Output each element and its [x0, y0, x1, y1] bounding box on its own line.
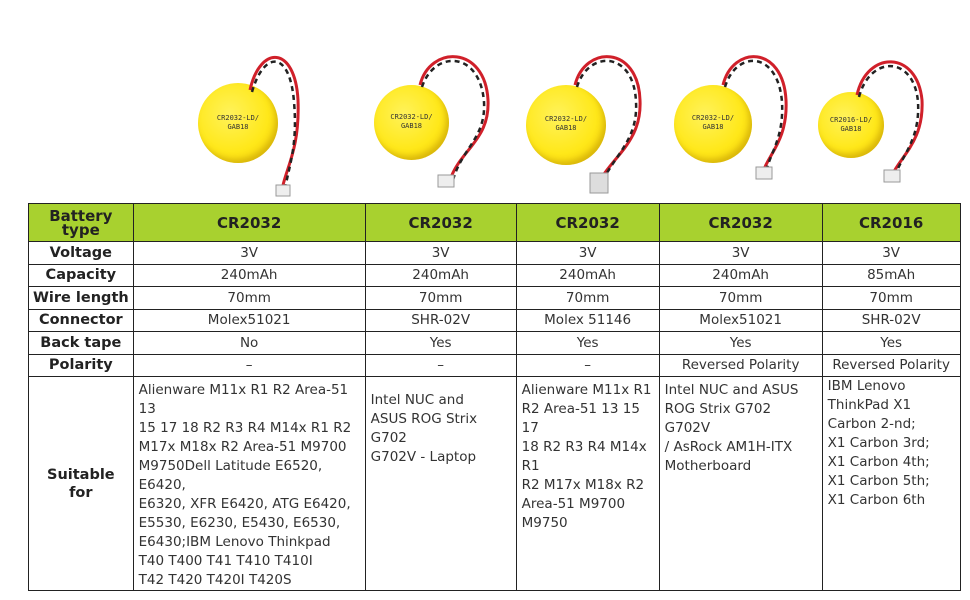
table-row-wire-length: [29, 287, 961, 310]
suitable-cell: [659, 377, 822, 591]
header-row: [29, 204, 961, 242]
coin-label: CR2032-LD/: [544, 115, 588, 123]
table-cell: Yes: [659, 332, 822, 355]
wire-icon: [520, 40, 650, 200]
table-cell: 3V: [133, 242, 365, 265]
table-cell: 240mAh: [516, 264, 659, 287]
suitable-line: Alienware M11x R1: [521, 382, 652, 398]
wire-icon: [190, 40, 310, 200]
table-cell: Reversed Polarity: [822, 354, 960, 377]
row-label-battery-type: Battery type: [29, 204, 134, 242]
suitable-line: Area-51 M9700: [521, 496, 626, 512]
battery-photo-3: [520, 40, 650, 200]
suitable-line: M17x M18x R2 Area-51 M9700: [138, 439, 347, 455]
table-cell: 70mm: [133, 287, 365, 310]
battery-type-cell: CR2032: [365, 204, 516, 242]
suitable-line: G702V - Laptop: [370, 449, 477, 465]
table-cell: 85mAh: [822, 264, 960, 287]
battery-photo-4: [668, 40, 798, 200]
suitable-line: Intel NUC and ASUS: [664, 382, 799, 398]
row-label: Back tape: [29, 332, 134, 355]
coin-label: CR2032-LD/: [390, 113, 433, 121]
battery-type-cell: CR2032: [659, 204, 822, 242]
suitable-line: R2 M17x M18x R2: [521, 477, 645, 493]
suitable-cell: [133, 377, 365, 591]
row-label: Polarity: [29, 354, 134, 377]
suitable-line: E6320, XFR E6420, ATG E6420,: [138, 496, 351, 512]
battery-photo-1: [190, 40, 310, 200]
table-cell: 240mAh: [659, 264, 822, 287]
table-cell: Yes: [516, 332, 659, 355]
suitable-line: ASUS ROG Strix G702: [370, 411, 478, 446]
table-cell: SHR-02V: [822, 309, 960, 332]
battery-photos: [0, 0, 970, 204]
suitable-line: E6430;IBM Lenovo Thinkpad: [138, 534, 331, 550]
suitable-line: X1 Carbon 6th: [827, 492, 926, 508]
table-cell: –: [365, 354, 516, 377]
suitable-line: ROG Strix G702 G702V: [664, 401, 772, 436]
spec-table: [28, 203, 961, 591]
row-label: Suitable for: [29, 377, 134, 591]
table-cell: Yes: [365, 332, 516, 355]
battery-type-cell: CR2032: [516, 204, 659, 242]
table-cell: Molex51021: [659, 309, 822, 332]
table-cell: 70mm: [659, 287, 822, 310]
suitable-line: T42 T420 T420I T420S: [138, 572, 292, 588]
table-row-capacity: [29, 264, 961, 287]
suitable-line: Carbon 2-nd;: [827, 416, 916, 432]
table-cell: No: [133, 332, 365, 355]
table-cell: 3V: [516, 242, 659, 265]
suitable-line: 18 R2 R3 R4 M14x R1: [521, 439, 647, 474]
suitable-line: IBM Lenovo: [827, 378, 906, 394]
suitable-cell: [365, 377, 516, 591]
suitable-line: / AsRock AM1H-ITX: [664, 439, 793, 455]
table-cell: 3V: [822, 242, 960, 265]
battery-type-cell: CR2032: [133, 204, 365, 242]
battery-type-cell: CR2016: [822, 204, 960, 242]
battery-photo-2: [370, 40, 500, 200]
table-cell: Reversed Polarity: [659, 354, 822, 377]
row-label: Wire length: [29, 287, 134, 310]
coin-label: CR2016-LD/: [829, 116, 873, 124]
wire-icon: [370, 40, 500, 200]
table-row-connector: [29, 309, 961, 332]
table-cell: 240mAh: [365, 264, 516, 287]
suitable-line: X1 Carbon 4th;: [827, 454, 930, 470]
suitable-line: Motherboard: [664, 458, 752, 474]
table-cell: Molex51021: [133, 309, 365, 332]
table-cell: –: [516, 354, 659, 377]
suitable-line: Intel NUC and: [370, 392, 464, 408]
table-cell: 240mAh: [133, 264, 365, 287]
table-cell: 3V: [365, 242, 516, 265]
table-cell: 70mm: [365, 287, 516, 310]
row-label: Capacity: [29, 264, 134, 287]
suitable-line: E5530, E6230, E5430, E6530,: [138, 515, 341, 531]
suitable-cell: [516, 377, 659, 591]
coin-label: CR2032-LD/: [216, 114, 260, 122]
table-cell: SHR-02V: [365, 309, 516, 332]
table-row-voltage: [29, 242, 961, 265]
table-cell: Yes: [822, 332, 960, 355]
suitable-line: T40 T400 T41 T410 T410I: [138, 553, 313, 569]
table-cell: 3V: [659, 242, 822, 265]
suitable-line: ThinkPad X1: [827, 397, 912, 413]
coin-label: GAB18: [400, 122, 423, 130]
table-row-polarity: [29, 354, 961, 377]
table-cell: 70mm: [822, 287, 960, 310]
suitable-line: 15 17 18 R2 R3 R4 M14x R1 R2: [138, 420, 352, 436]
row-label: Connector: [29, 309, 134, 332]
coin-label: GAB18: [227, 123, 249, 131]
table-cell: –: [133, 354, 365, 377]
coin-label: GAB18: [555, 124, 577, 132]
suitable-line: Alienware M11x R1 R2 Area-51 13: [138, 382, 349, 417]
coin-label: CR2032-LD/: [691, 114, 735, 122]
coin-label: GAB18: [840, 125, 862, 133]
suitable-line: M9750Dell Latitude E6520, E6420,: [138, 458, 323, 493]
table-row-suitable-for: [29, 377, 961, 591]
suitable-line: X1 Carbon 3rd;: [827, 435, 930, 451]
suitable-line: X1 Carbon 5th;: [827, 473, 930, 489]
wire-icon: [668, 40, 798, 200]
suitable-line: R2 Area-51 13 15 17: [521, 401, 640, 436]
coin-label: GAB18: [702, 123, 724, 131]
suitable-line: M9750: [521, 515, 568, 531]
row-label: Voltage: [29, 242, 134, 265]
table-cell: 70mm: [516, 287, 659, 310]
table-cell: Molex 51146: [516, 309, 659, 332]
wire-icon: [812, 40, 942, 200]
suitable-cell: [822, 377, 960, 591]
table-row-back-tape: [29, 332, 961, 355]
battery-photo-5: [812, 40, 942, 200]
